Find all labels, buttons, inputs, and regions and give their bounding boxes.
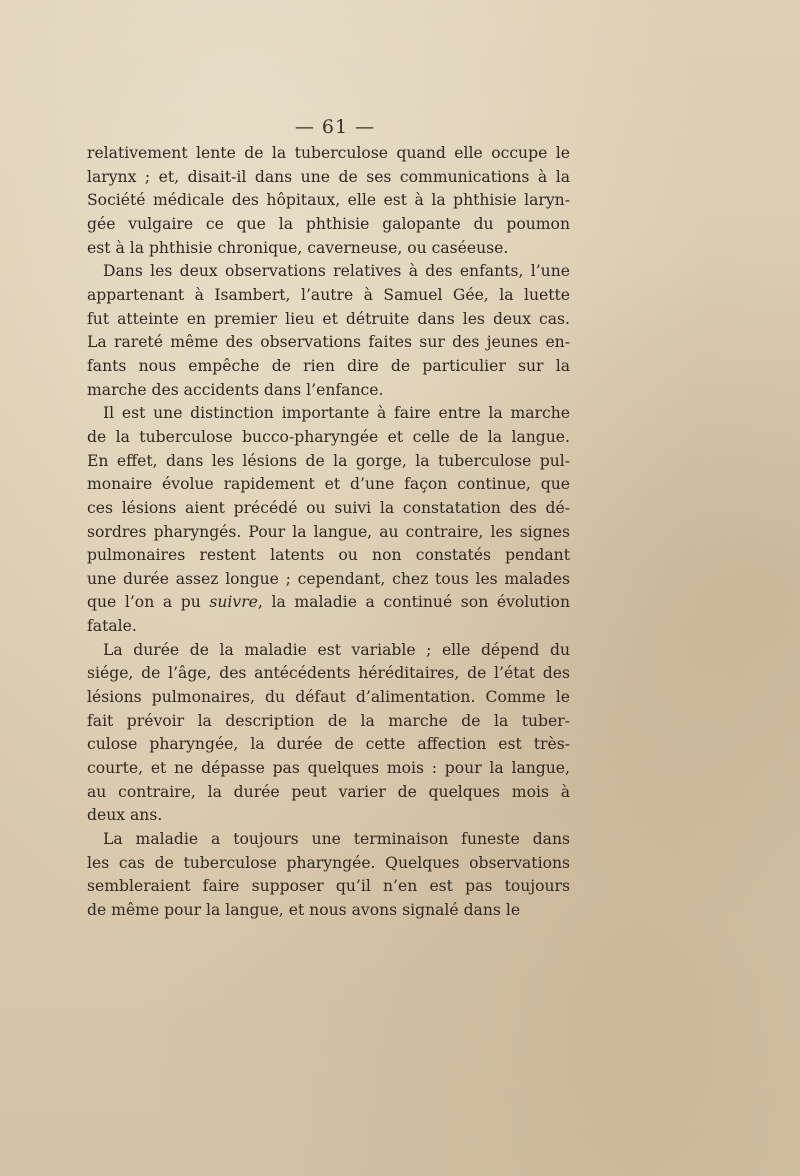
text-line: deux ans. [87, 806, 163, 825]
text-line: pulmonaires restent latents ou non constatés pendant [87, 546, 570, 565]
text-line: ces lésions aient précédé ou suivi la constatation des dé- [87, 498, 570, 517]
text-line: que l’on a pu suivre, la maladie a continué son évolution [87, 593, 570, 612]
text-line: marche des accidents dans l’enfance. [87, 380, 384, 399]
text-line: fatale. [87, 617, 137, 636]
text-line: La maladie a toujours une terminaison funeste dans [103, 830, 570, 849]
text-line: sembleraient faire supposer qu’il n’en est pas toujours [87, 877, 570, 896]
text-line: culose pharyngée, la durée de cette affection est très- [87, 735, 570, 754]
text-line: de la tuberculose bucco-pharyngée et celle de la langue. [87, 427, 570, 446]
text-line: La durée de la maladie est variable ; elle dépend du [103, 640, 570, 659]
text-line: est à la phthisie chronique, caverneuse, ou caséeuse. [87, 238, 509, 257]
text-line: fants nous empêche de rien dire de particulier sur la [87, 356, 570, 375]
text-line: de même pour la langue, et nous avons signalé dans le [87, 901, 521, 919]
text-line: fait prévoir la description de la marche de la tuber- [87, 711, 570, 730]
page-number: — 61 — [294, 116, 376, 138]
text-line: les cas de tuberculose pharyngée. Quelques observations [87, 853, 570, 872]
text-line: siége, de l’âge, des antécédents héréditaires, de l’état des [87, 664, 570, 683]
text-line: au contraire, la durée peut varier de quelques mois à [87, 782, 570, 801]
text-line: appartenant à Isambert, l’autre à Samuel Gée, la luette [87, 285, 570, 304]
text-line: Société médicale des hôpitaux, elle est à la phthisie laryn- [87, 191, 570, 210]
text-line: larynx ; et, disait-il dans une de ses communications à la [87, 167, 570, 186]
text-line: Dans les deux observations relatives à des enfants, l’une [103, 262, 570, 281]
text-line: fut atteinte en premier lieu et détruite dans les deux cas. [87, 309, 570, 328]
body-text [87, 142, 570, 923]
text-line: La rareté même des observations faites sur des jeunes en- [87, 333, 570, 352]
text-line: En effet, dans les lésions de la gorge, la tuberculose pul- [87, 451, 570, 470]
text-line: Il est une distinction importante à faire entre la marche [103, 404, 570, 423]
text-line: sordres pharyngés. Pour la langue, au contraire, les signes [87, 522, 570, 541]
text-line: lésions pulmonaires, du défaut d’alimentation. Comme le [87, 688, 570, 707]
text-line: monaire évolue rapidement et d’une façon continue, que [87, 475, 570, 494]
text-line: relativement lente de la tuberculose quand elle occupe le [87, 144, 570, 162]
text-line: courte, et ne dépasse pas quelques mois : pour la langue, [87, 759, 570, 778]
text-line: une durée assez longue ; cependant, chez tous les malades [87, 569, 570, 588]
text-line: gée vulgaire ce que la phthisie galopante du poumon [87, 214, 570, 233]
